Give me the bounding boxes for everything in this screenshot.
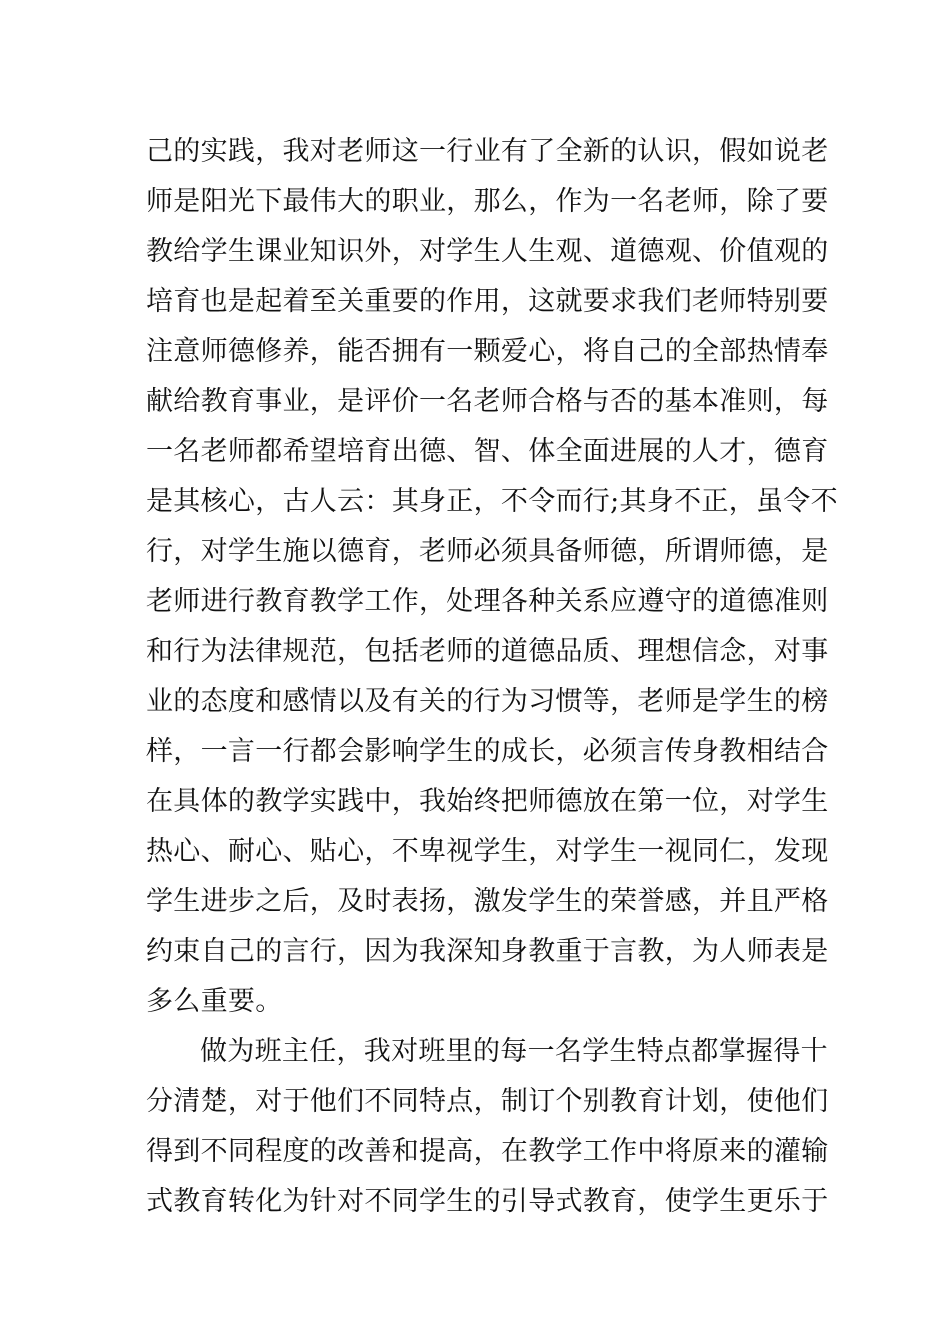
text-line: 注意师德修养，能否拥有一颗爱心，将自己的全部热情奉 [146,336,829,367]
text-line: 己的实践，我对老师这一行业有了全新的认识，假如说老 [146,136,829,167]
text-line: 献给教育事业，是评价一名老师合格与否的基本准则，每 [146,386,829,417]
text-line: 学生进步之后，及时表扬，激发学生的荣誉感，并且严格 [146,886,829,917]
text-line: 师是阳光下最伟大的职业，那么，作为一名老师，除了要 [146,186,829,217]
text-line: 是其核心，古人云：其身正，不令而行;其身不正，虽令不 [146,486,838,517]
text-line: 样，一言一行都会影响学生的成长，必须言传身教相结合 [146,736,829,767]
text-line: 一名老师都希望培育出德、智、体全面进展的人才，德育 [146,436,829,467]
text-line: 培育也是起着至关重要的作用，这就要求我们老师特别要 [146,286,829,317]
body-text [146,127,838,1227]
text-line: 得到不同程度的改善和提高，在教学工作中将原来的灌输 [146,1136,829,1167]
text-line: 教给学生课业知识外，对学生人生观、道德观、价值观的 [146,236,829,267]
text-line: 约束自己的言行，因为我深知身教重于言教，为人师表是 [146,936,829,967]
text-line: 业的态度和感情以及有关的行为习惯等，老师是学生的榜 [146,686,829,717]
text-line: 在具体的教学实践中，我始终把师德放在第一位，对学生 [146,786,829,817]
text-line: 行，对学生施以德育，老师必须具备师德，所谓师德，是 [146,536,829,567]
paragraph-start-line: 做为班主任，我对班里的每一名学生特点都掌握得十 [200,1036,828,1067]
text-line: 老师进行教育教学工作，处理各种关系应遵守的道德准则 [146,586,829,617]
text-line: 和行为法律规范，包括老师的道德品质、理想信念，对事 [146,636,829,667]
text-line: 分清楚，对于他们不同特点，制订个别教育计划，使他们 [146,1086,829,1117]
text-line: 热心、耐心、贴心，不卑视学生，对学生一视同仁，发现 [146,836,829,867]
text-line: 式教育转化为针对不同学生的引导式教育，使学生更乐于 [146,1186,829,1217]
text-line: 多么重要。 [146,986,283,1017]
